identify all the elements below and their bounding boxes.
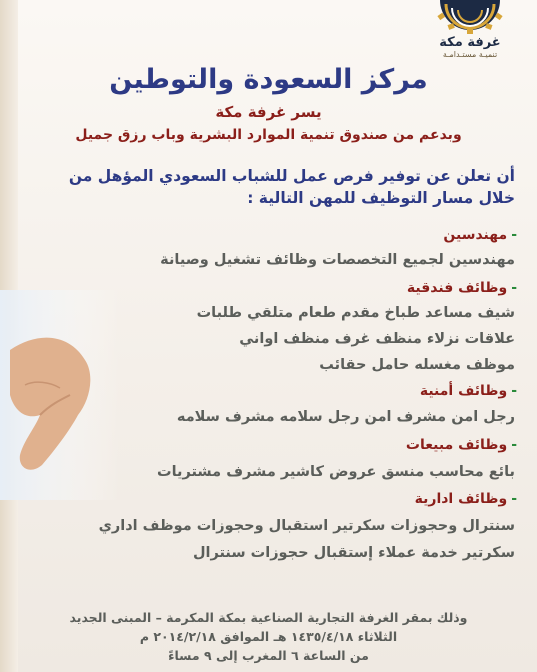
category-heading-engineers: -مهندسين [443,227,517,243]
jobs-line-administrative-1: سنترال وحجوزات سكرتير استقبال وحجوزات موظف اداري [98,518,515,534]
gear-emblem-icon [434,0,506,36]
intro-line-1: أن تعلن عن توفير فرص عمل للشباب السعودي المؤهل من [68,167,515,185]
subtitle-line-2: وبدعم من صندوق تنمية الموارد البشرية وباب رزق جميل [75,127,462,143]
page-title: مركز السعودة والتوطين [109,64,428,95]
bullet-dash: - [511,383,517,399]
footer-date: الثلاثاء ١٤٣٥/٤/١٨ هـ الموافق ٢٠١٤/٢/١٨ م [139,629,398,644]
jobs-line-hospitality-1: شيف مساعد طباخ مقدم طعام متلقي طلبات [196,305,515,321]
logo-name: غرفة مكة [439,35,501,50]
jobs-line-hospitality-2: علاقات نزلاء منظف غرف منظف اواني [239,331,515,347]
jobs-line-administrative-2: سكرتير خدمة عملاء إستقبال حجوزات سنترال [192,545,515,561]
jobs-line-sales: بائع محاسب منسق عروض كاشير مشرف مشتريات [157,464,515,480]
category-heading-administrative: -وظائف ادارية [414,491,517,507]
bullet-dash: - [511,491,517,507]
intro-line-2: خلال مسار التوظيف للمهن التالية : [247,189,515,207]
bullet-dash: - [511,437,517,453]
footer-time: من الساعة ٦ المغرب إلى ٩ مساءً [168,648,369,663]
category-heading-hospitality: -وظائف فندقية [406,280,517,296]
bullet-dash: - [511,280,517,296]
bullet-dash: - [511,227,517,243]
jobs-line-security: رجل امن مشرف امن رجل سلامه مشرف سلامه [176,409,515,425]
jobs-line-hospitality-3: موظف مغسله حامل حقائب [319,357,515,373]
category-heading-sales: -وظائف مبيعات [405,437,517,453]
footer-location: وذلك بمقر الغرفة التجارية الصناعية بمكة المكرمة – المبنى الجديد [69,610,468,625]
hand-illustration [0,290,120,500]
category-heading-security: -وظائف أمنية [419,383,517,399]
subtitle-line-1: يسر غرفة مكة [215,103,322,121]
logo-tagline: تنميـة مستـدامـة [442,50,498,59]
jobs-line-engineers: مهندسين لجميع التخصصات وظائف تشغيل وصيانة [160,252,515,268]
